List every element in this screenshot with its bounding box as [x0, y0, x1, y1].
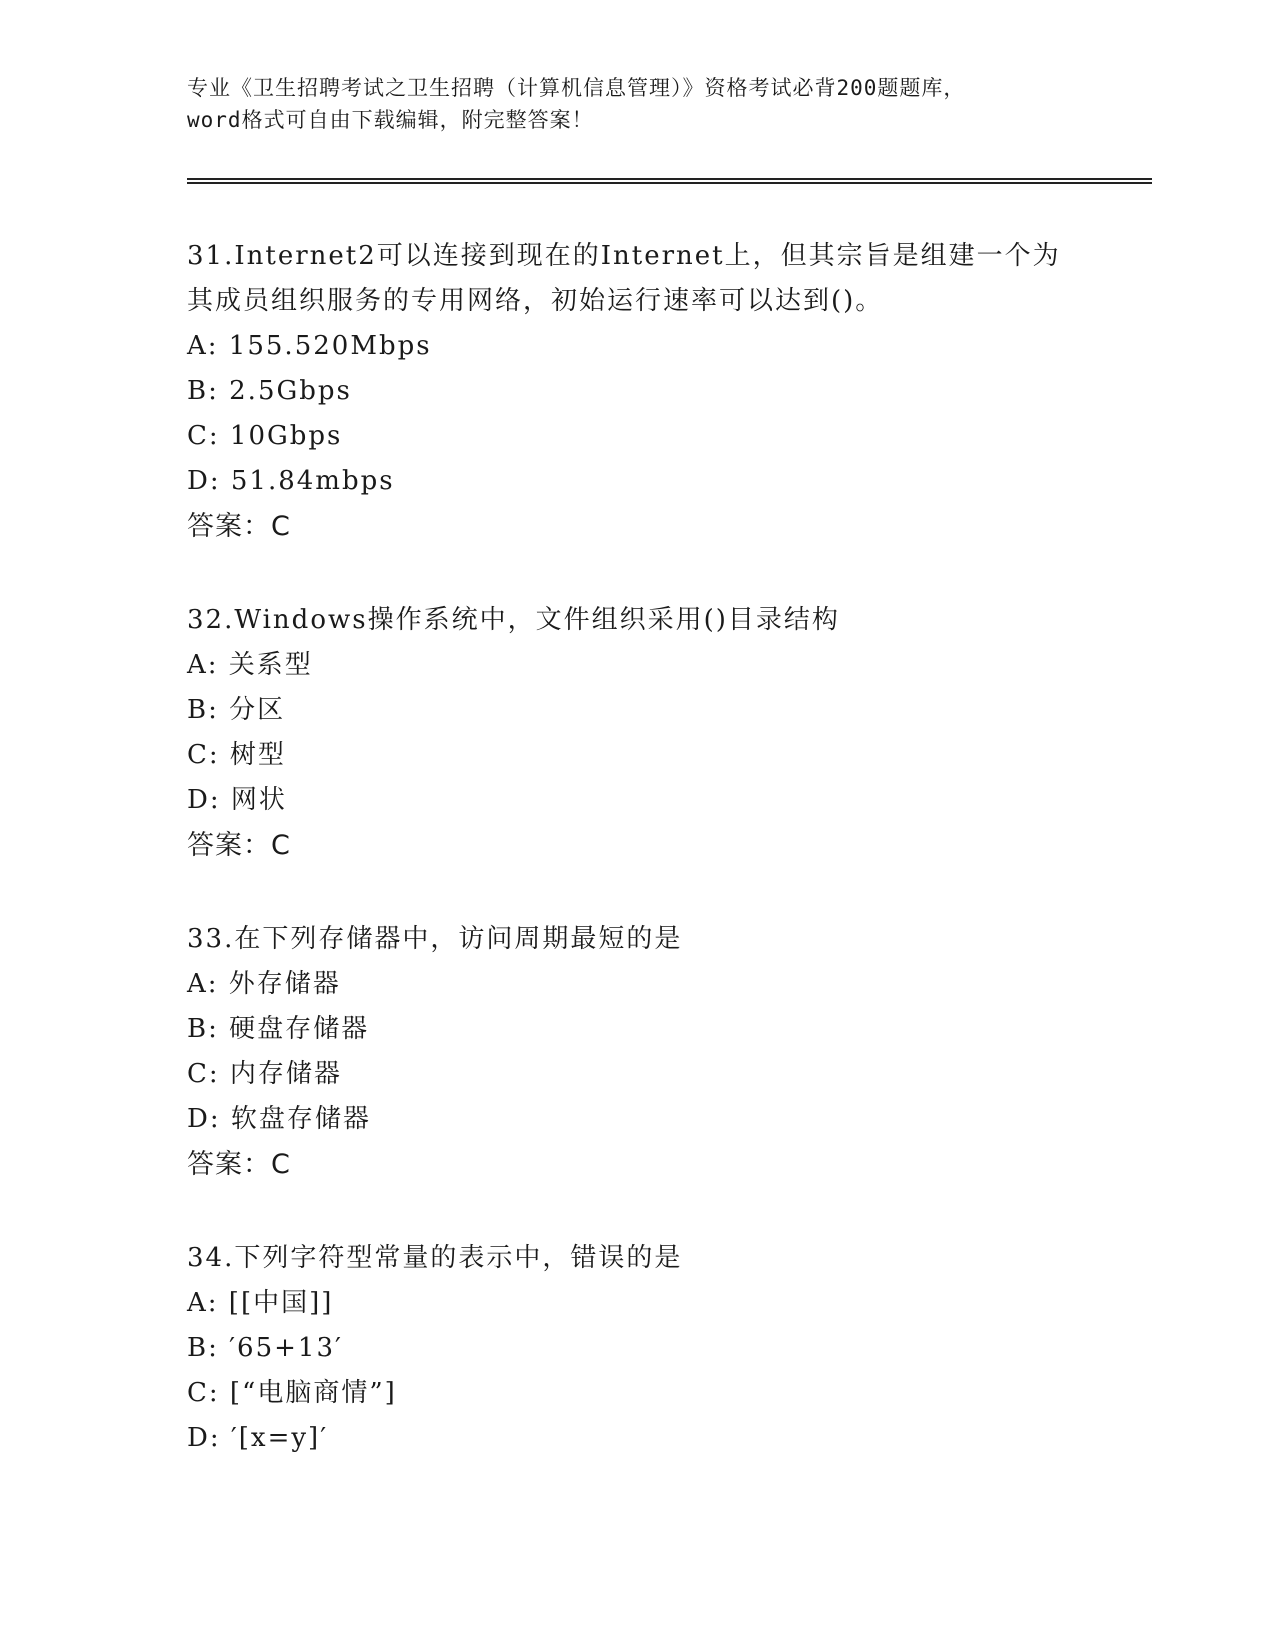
question-34 — [187, 1236, 1087, 1461]
option-a: A: [[中国]] — [187, 1288, 334, 1318]
question-stem: 34.下列字符型常量的表示中，错误的是 — [187, 1243, 683, 1273]
question-33 — [187, 917, 1087, 1187]
header-divider-bottom — [187, 182, 1152, 184]
option-b: B: 硬盘存储器 — [187, 1014, 370, 1044]
option-c: C: [“电脑商情”] — [187, 1378, 397, 1408]
option-c: C: 10Gbps — [187, 421, 343, 451]
question-31 — [187, 234, 1087, 549]
option-b: B: 分区 — [187, 695, 286, 725]
question-stem: 31.Internet2可以连接到现在的Internet上，但其宗旨是组建一个为 — [187, 241, 1061, 271]
option-d: D: 51.84mbps — [187, 466, 395, 496]
option-d: D: 软盘存储器 — [187, 1104, 371, 1134]
option-a: A: 外存储器 — [187, 969, 341, 999]
answer-line: 答案：C — [187, 511, 291, 542]
option-b: B: 2.5Gbps — [187, 376, 352, 406]
question-stem: 33.在下列存储器中，访问周期最短的是 — [187, 924, 683, 954]
option-c: C: 内存储器 — [187, 1059, 342, 1089]
header-title-line-2: word格式可自由下载编辑，附完整答案！ — [187, 108, 594, 132]
option-c: C: 树型 — [187, 740, 286, 770]
answer-line: 答案：C — [187, 1149, 291, 1180]
header-divider-top — [187, 178, 1152, 180]
option-a: A: 关系型 — [187, 650, 313, 680]
option-b: B: ′65+13′ — [187, 1333, 343, 1363]
question-stem-continued: 其成员组织服务的专用网络，初始运行速率可以达到()。 — [187, 286, 884, 316]
option-d: D: 网状 — [187, 785, 287, 815]
question-32 — [187, 598, 1087, 868]
header-title-line-1: 专业《卫生招聘考试之卫生招聘（计算机信息管理）》资格考试必背200题题库， — [187, 76, 966, 100]
answer-line: 答案：C — [187, 830, 291, 861]
option-a: A: 155.520Mbps — [187, 331, 432, 361]
question-stem: 32.Windows操作系统中，文件组织采用()目录结构 — [187, 605, 840, 635]
option-d: D: ′[x=y]′ — [187, 1423, 329, 1453]
document-header — [187, 72, 1087, 136]
